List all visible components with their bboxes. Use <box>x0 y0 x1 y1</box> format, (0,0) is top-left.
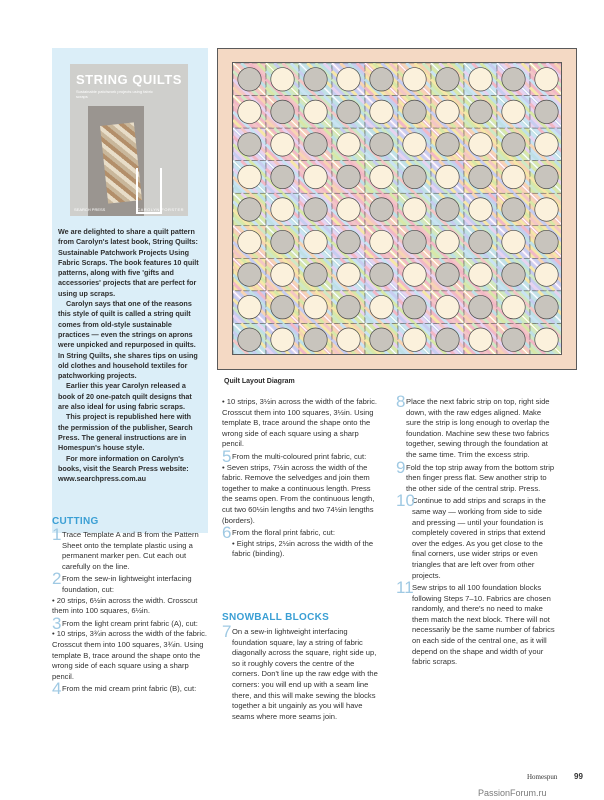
snowball-circle <box>502 133 525 156</box>
snowball-circle <box>469 198 492 221</box>
snowball-circle <box>469 165 492 188</box>
snowball-circle <box>469 68 492 91</box>
sidebar-paragraph: Earlier this year Carolyn released a book of 20 one-patch quilt designs that are also ideal for using fabric scraps. <box>58 381 192 412</box>
step-number: 8 <box>396 392 406 411</box>
sidebar-paragraph: For more information on Carolyn's books, visit the Search Press website: <box>58 453 189 473</box>
snowball-circle <box>403 165 426 188</box>
snowball-circle <box>304 68 327 91</box>
snowball-circle <box>502 295 525 318</box>
snowball-circle <box>304 165 327 188</box>
snowball-circle <box>370 198 393 221</box>
snowball-circle <box>337 263 360 286</box>
book-subtitle: Sustainable patchwork projects using fabric scraps <box>76 89 153 99</box>
snowball-circle <box>469 263 492 286</box>
snowball-circle <box>370 230 393 253</box>
sidebar-paragraph: We are delighted to share a quilt pattern from Carolyn's latest book, String Quilts: Sustainable Patchwork Projects Using Fabric Scraps. The book features 10 quilt patterns, along with five 'gifts and accessories' projects that are perfect for using up scraps. <box>58 227 199 298</box>
snowball-circle <box>370 68 393 91</box>
sidebar-text <box>58 227 202 484</box>
snowball-column <box>222 622 382 722</box>
figure-caption: Quilt Layout Diagram <box>224 378 295 385</box>
snowball-circle <box>304 295 327 318</box>
snowball-circle <box>502 263 525 286</box>
snowball-circle <box>271 263 294 286</box>
snowball-circle <box>469 133 492 156</box>
bullet-text: • 10 strips, 3½in across the width of the fabric. Crosscut them into 100 squares, 3½in. Using template B, trace around the shape onto the wrong side of each square using a sharp pencil. <box>222 397 378 449</box>
snowball-circle <box>469 328 492 351</box>
snowball-circle <box>436 198 459 221</box>
snowball-circle <box>238 263 261 286</box>
snowball-circle <box>370 165 393 188</box>
snowball-circle <box>238 198 261 221</box>
snowball-circle <box>403 328 426 351</box>
snowball-circle <box>403 133 426 156</box>
snowball-circle <box>271 198 294 221</box>
book-author: CAROLYN FORSTER <box>137 207 184 212</box>
snowball-circle <box>337 133 360 156</box>
book-publisher: SEARCH PRESS <box>74 207 106 212</box>
snowball-circle <box>403 100 426 123</box>
snowball-circle <box>238 100 261 123</box>
step-number: 10 <box>396 491 415 511</box>
snowball-circle <box>238 230 261 253</box>
snowball-circle <box>238 295 261 318</box>
step-8 <box>396 392 556 461</box>
bullet-text: • 10 strips, 3¾in across the width of the fabric. Crosscut them into 100 squares, 3¾in. Using template B, trace around the shape onto the wrong side of each square using a sharp pencil. <box>52 629 208 681</box>
step-text: From the multi-coloured print fabric, cut: <box>232 451 367 461</box>
snowball-circle <box>535 328 558 351</box>
magazine-brand: Homespun <box>527 773 558 781</box>
step-1 <box>52 525 212 572</box>
step-number: 1 <box>52 525 62 544</box>
step-number: 4 <box>52 679 62 699</box>
step-number: 6 <box>222 523 232 543</box>
snowball-circle <box>436 100 459 123</box>
snowball-circle <box>502 198 525 221</box>
step-text: From the floral print fabric, cut: <box>232 528 335 538</box>
snowball-circle <box>337 68 360 91</box>
book-cover-image <box>70 64 188 216</box>
snowball-circle <box>304 198 327 221</box>
snowball-circle <box>502 68 525 91</box>
snowball-circle <box>370 100 393 123</box>
snowball-circle <box>535 68 558 91</box>
step-text: Trace Template A and B from the Pattern Sheet onto the template plastic using a permanent marker pen. Cut each out carefully on the line. <box>62 530 199 571</box>
snowball-circle <box>535 165 558 188</box>
snowball-circle <box>337 165 360 188</box>
snowball-circle <box>304 263 327 286</box>
bullet-text: • Seven strips, 7½in across the width of the fabric. Remove the selvedges and join them together to make a continuous length. Press the seams open. From the continuous length, cut two 60½in lengths and two 74½in lengths (borders). <box>222 462 375 525</box>
snowball-circle <box>304 100 327 123</box>
snowball-circle <box>535 133 558 156</box>
page-number: 99 <box>574 772 583 781</box>
step-number: 5 <box>222 446 232 466</box>
snowball-circle <box>469 230 492 253</box>
middle-column <box>222 397 382 560</box>
step-11 <box>396 578 556 668</box>
snowball-circle <box>271 295 294 318</box>
bullet-text: • 20 strips, 6½in across the width. Crosscut them into 100 squares, 6½in. <box>52 595 198 616</box>
snowball-circle <box>271 133 294 156</box>
snowball-circle <box>535 198 558 221</box>
step-number: 9 <box>396 457 406 477</box>
snowball-circle <box>403 198 426 221</box>
step-number: 7 <box>222 622 232 641</box>
snowball-circle <box>535 100 558 123</box>
step-5 <box>222 446 382 466</box>
snowball-circle <box>271 230 294 253</box>
bullet-text: • Eight strips, 2½in across the width of the fabric (binding). <box>232 538 374 559</box>
step-7 <box>222 622 382 722</box>
snowball-circle <box>502 230 525 253</box>
sidebar-paragraph: Carolyn says that one of the reasons this style of quilt is called a string quilt comes from old-style sustainable practices — even the strings on aprons were unpicked and repurposed in quilts. In String Quilts, she shares tips on using old clothes and household textiles for patchworking projects. <box>58 299 198 381</box>
snowball-circle <box>502 165 525 188</box>
snowball-circle <box>271 165 294 188</box>
snowball-circle <box>337 295 360 318</box>
snowball-circle <box>436 295 459 318</box>
snowball-circle <box>238 165 261 188</box>
snowball-circle <box>535 230 558 253</box>
snowball-circle <box>304 230 327 253</box>
step-10 <box>396 491 556 581</box>
snowball-circle <box>403 295 426 318</box>
step-text: From the light cream print fabric (A), cut: <box>62 618 198 628</box>
snowball-circle <box>271 328 294 351</box>
step-text: On a sew-in lightweight interfacing foundation square, lay a string of fabric diagonally across the square, right side up, so it roughly covers the centre of the corners. Don't line up the raw edge with the corners: you will end up with a seam line there, and this will make sewing the blocks together a bit ungainly as you will have seams where more seams join. <box>232 627 378 721</box>
step-text: Continue to add strips and scraps in the same way — working from side to side and pressing — until your foundation is completely covered in strips that extend over the edges. As you get close to the final corners, use wider strips or even triangles that are left over from other projects. <box>412 496 546 580</box>
step-3 <box>52 613 212 633</box>
snowball-circle <box>238 68 261 91</box>
snowball-circle <box>304 328 327 351</box>
quilt-layout-diagram <box>232 62 562 355</box>
snowball-circle <box>370 295 393 318</box>
snowball-circle <box>238 328 261 351</box>
step-number: 3 <box>52 613 62 633</box>
snowball-circle <box>535 263 558 286</box>
snowball-circle <box>337 100 360 123</box>
step-9 <box>396 457 556 495</box>
snowball-circle <box>469 100 492 123</box>
snowball-circle <box>436 328 459 351</box>
snowball-circle <box>271 100 294 123</box>
watermark: PassionForum.ru <box>478 788 547 798</box>
snowball-circle <box>436 230 459 253</box>
snowball-circle <box>304 133 327 156</box>
snowball-circle <box>436 133 459 156</box>
step-text: From the sew-in lightweight interfacing foundation, cut: <box>62 574 192 594</box>
snowball-circle <box>337 230 360 253</box>
snowball-heading: SNOWBALL BLOCKS <box>222 612 330 623</box>
snowball-circle <box>502 328 525 351</box>
snowball-circle <box>436 68 459 91</box>
snowball-circle <box>535 295 558 318</box>
snowball-circle <box>403 230 426 253</box>
snowball-circle <box>271 68 294 91</box>
snowball-circle <box>436 165 459 188</box>
quilt-blocks-svg <box>233 63 562 355</box>
snowball-circle <box>238 133 261 156</box>
step-6 <box>222 523 382 543</box>
snowball-circle <box>436 263 459 286</box>
step-text: Place the next fabric strip on top, right side down, with the raw edges aligned. Make sure the strip is long enough to overlap the foundation. Machine sew these two fabrics together, sewing through the foundation at the same time. Trim the excess strip. <box>406 397 550 459</box>
snowball-circle <box>337 328 360 351</box>
step-text: From the mid cream print fabric (B), cut: <box>62 684 197 694</box>
snowball-circle <box>403 68 426 91</box>
snowball-circle <box>370 263 393 286</box>
cutting-column <box>52 525 212 699</box>
snowball-circle <box>403 263 426 286</box>
step-text: Sew strips to all 100 foundation blocks following Steps 7–10. Fabrics are chosen randomly, and there's no need to make them match the next block. There will not necessarily be the same number of fabrics on each side of the central one, as it will depend on the shape and width of your fabric scraps. <box>412 583 555 667</box>
snowball-circle <box>337 198 360 221</box>
step-2 <box>52 569 212 595</box>
step-number: 11 <box>396 578 414 598</box>
step-4 <box>52 679 212 699</box>
sidebar-paragraph: This project is republished here with the permission of the publisher, Search Press. The general instructions are in Homespun's house style. <box>58 412 193 453</box>
snowball-circle <box>502 100 525 123</box>
step-text: Fold the top strip away from the bottom strip then finger press flat. Sew another strip to the other side of the central strip. Press. <box>406 462 555 493</box>
snowball-circle <box>469 295 492 318</box>
snowball-circle <box>370 328 393 351</box>
snowball-circle <box>370 133 393 156</box>
step-number: 2 <box>52 569 62 589</box>
cutting-heading: CUTTING <box>52 516 99 527</box>
publisher-url[interactable]: www.searchpress.com.au <box>58 474 147 484</box>
right-column <box>396 392 556 668</box>
book-title: STRING QUILTS <box>76 72 182 87</box>
